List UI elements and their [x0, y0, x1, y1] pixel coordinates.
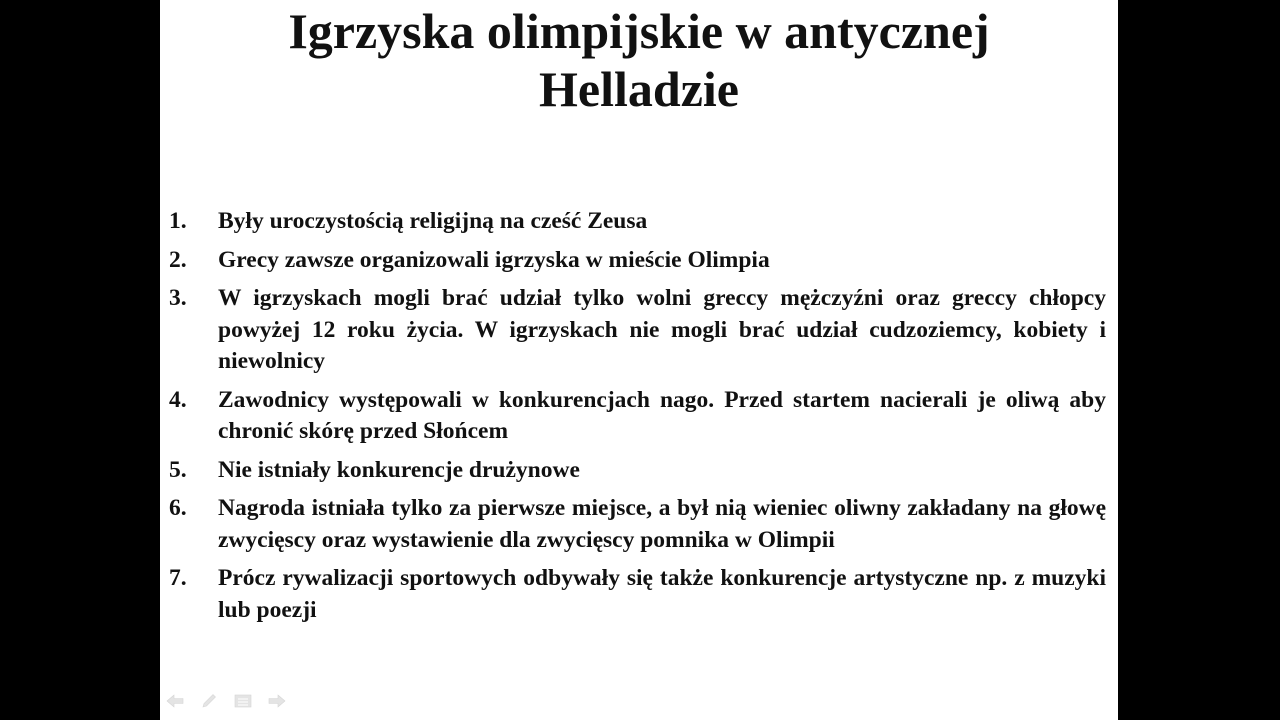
- slide-menu-icon: [234, 693, 252, 709]
- list-item-text: Prócz rywalizacji sportowych odbywały się także konkurencje artystyczne np. z muzyki lub poezji: [218, 565, 1106, 623]
- list-item-text: Grecy zawsze organizowali igrzyska w mieście Olimpia: [218, 246, 770, 273]
- list-item-number: 5.: [169, 456, 187, 483]
- list-item-number: 7.: [169, 565, 187, 591]
- previous-arrow-icon: [166, 693, 184, 709]
- list-item-text: Były uroczystością religijną na cześć Zeusa: [218, 208, 648, 234]
- slideshow-controls: [166, 692, 286, 710]
- list-item-text: Nagroda istniała tylko za pierwsze miejsce, a był nią wieniec oliwny zakładany na głowę zwycięscy oraz wystawienie dla zwycięscy pomnika w Olimpii: [218, 495, 1106, 553]
- list-item: [160, 283, 1106, 378]
- slide-menu-button[interactable]: [234, 693, 252, 709]
- list-item-text: W igrzyskach mogli brać udział tylko wolni greccy mężczyźni oraz greccy chłopcy powyżej 12 roku życia. W igrzyskach nie mogli brać udział cudzoziemcy, kobiety i niewolnicy: [218, 285, 1106, 374]
- list-item-text: Nie istniały konkurencje drużynowe: [218, 456, 580, 483]
- list-item-number: 3.: [169, 285, 187, 311]
- list-item: [160, 385, 1106, 448]
- list-item-number: 4.: [169, 386, 187, 413]
- list-item-number: 6.: [169, 495, 187, 521]
- slide-title-line-1: Igrzyska olimpijskie w antycznej: [288, 3, 990, 59]
- next-arrow-icon: [268, 693, 286, 709]
- presentation-slide: [160, 0, 1118, 720]
- slide-title: [160, 2, 1118, 118]
- list-item: [160, 206, 1106, 238]
- pen-button[interactable]: [200, 693, 218, 709]
- list-item: [160, 455, 1106, 487]
- list-item-number: 2.: [169, 246, 187, 273]
- list-item: [160, 245, 1106, 277]
- pen-icon: [200, 693, 218, 709]
- list-item-number: 1.: [169, 208, 187, 234]
- list-item: [160, 493, 1106, 556]
- list-item: [160, 563, 1106, 626]
- next-slide-button[interactable]: [268, 693, 286, 709]
- previous-slide-button[interactable]: [166, 693, 184, 709]
- list-item-text: Zawodnicy występowali w konkurencjach nago. Przed startem nacierali je oliwą aby chronić skórę przed Słońcem: [218, 386, 1106, 444]
- slide-title-line-2: Helladzie: [539, 61, 739, 117]
- numbered-list: [160, 206, 1118, 633]
